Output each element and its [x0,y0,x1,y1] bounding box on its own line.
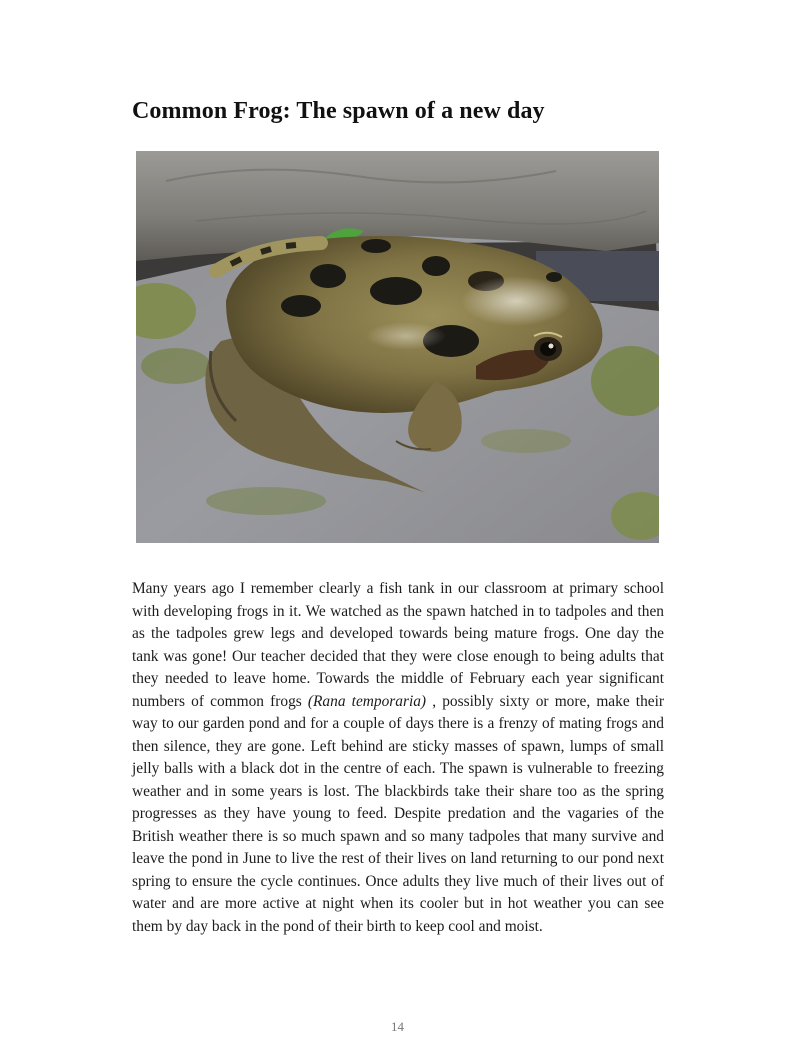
page-number: 14 [391,1019,404,1034]
page-title: Common Frog: The spawn of a new day [132,98,545,124]
frog-photo-illustration [136,151,659,543]
frog-photo [136,151,659,543]
species-name: (Rana temporaria) [307,692,427,710]
article-body-part2: , possibly sixty or more, make their way to our garden pond and for a couple of days there is a frenzy of mating frogs and then silence, they are gone. Left behind are sticky masses of spawn, lumps of small jelly balls with a black dot in the centre of each. The spawn is vulnerable to freezing weather and in some years is lost. The blackbirds take their share too as the spring progresses as they have young to feed. Despite predation and the vagaries of the British weather there is so much spawn and so many tadpoles that many survive and leave the pond in June to live the rest of their lives on land returning to our pond next spring to ensure the cycle continues. Once adults they live much of their lives out of water and are more active at night when its cooler but in hot weather you can see them by day back in the pond of their birth to keep cool and moist. [132,692,664,935]
article-body-part1: Many years ago I remember clearly a fish tank in our classroom at primary school with developing frogs in it. We watched as the spawn hatched in to tadpoles and then as the tadpoles grew legs and developed towards being mature frogs. One day the tank was gone! Our teacher decided that they were close enough to being adults that they needed to leave home. Towards the middle of February each year significant numbers of common frogs [132,580,664,710]
article-body [132,578,664,938]
